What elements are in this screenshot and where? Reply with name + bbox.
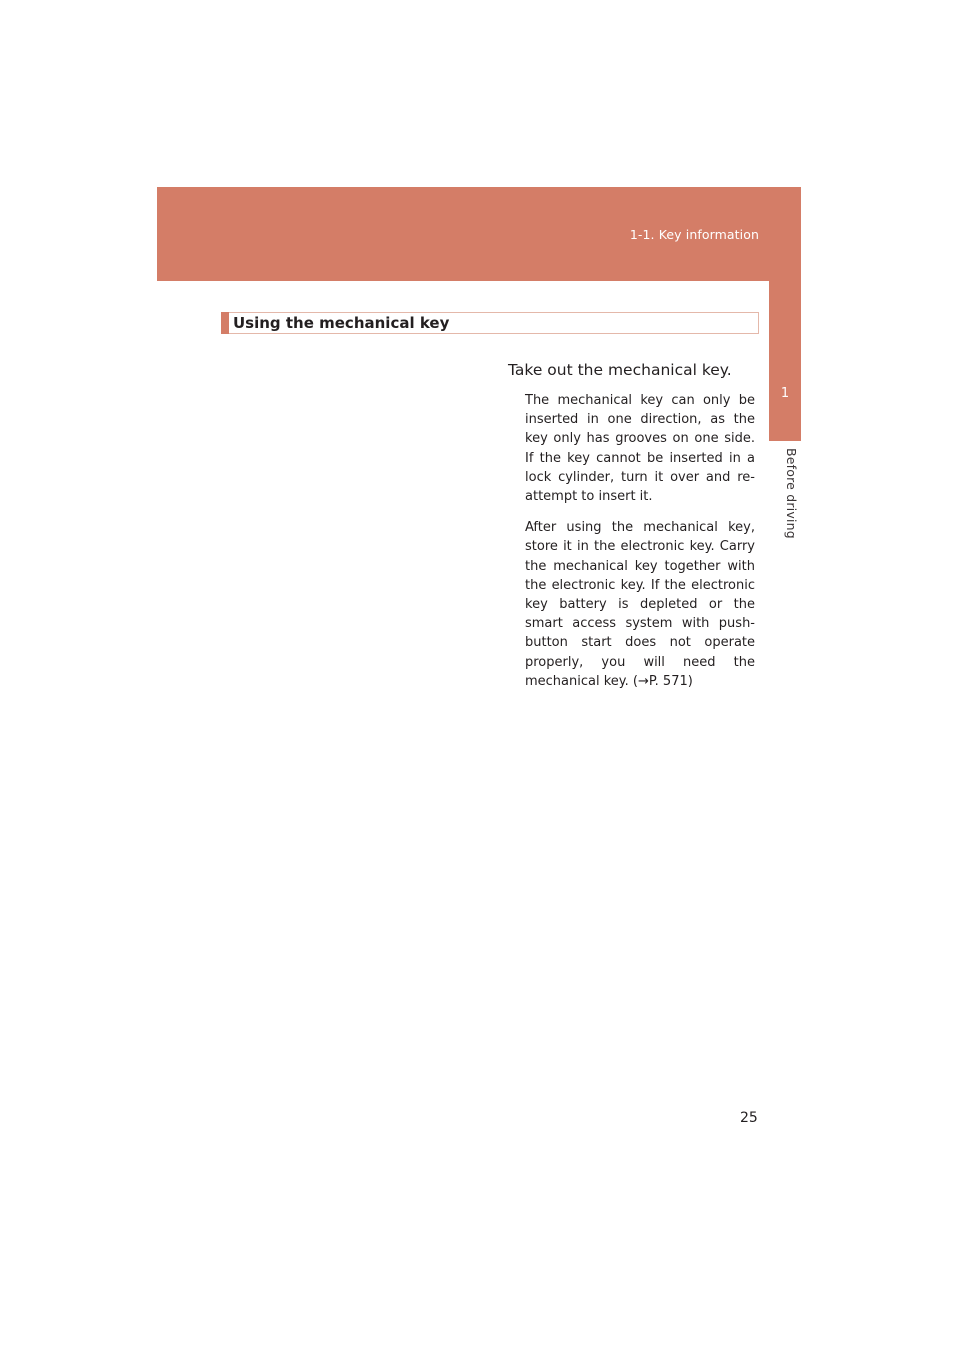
chapter-number: 1 <box>780 386 790 401</box>
note-paragraph: The mechanical key can only be inserted in one direction, as the key only has grooves on one side. If the key cannot be inserted in a lock cylinder, turn it over and re-attempt to insert it. <box>525 393 755 505</box>
section-title: Using the mechanical key <box>233 314 450 332</box>
header-band <box>157 187 801 281</box>
section-accent-bar <box>221 312 229 334</box>
note-paragraph: After using the mechanical key, store it in the electronic key. Carry the mechanical key together with the electronic key. If the electronic key battery is depleted or the smart access system with push-button start does not operate properly, you will need the mechanical key. (→P. 571) <box>525 520 755 689</box>
step-instruction: Take out the mechanical key. <box>508 361 732 379</box>
section-header <box>221 312 759 334</box>
notes-block <box>525 391 755 703</box>
header-section-label: 1-1. Key information <box>629 227 759 242</box>
chapter-title: Before driving <box>784 448 799 539</box>
chapter-tab <box>769 281 801 441</box>
page-number: 25 <box>740 1110 758 1126</box>
